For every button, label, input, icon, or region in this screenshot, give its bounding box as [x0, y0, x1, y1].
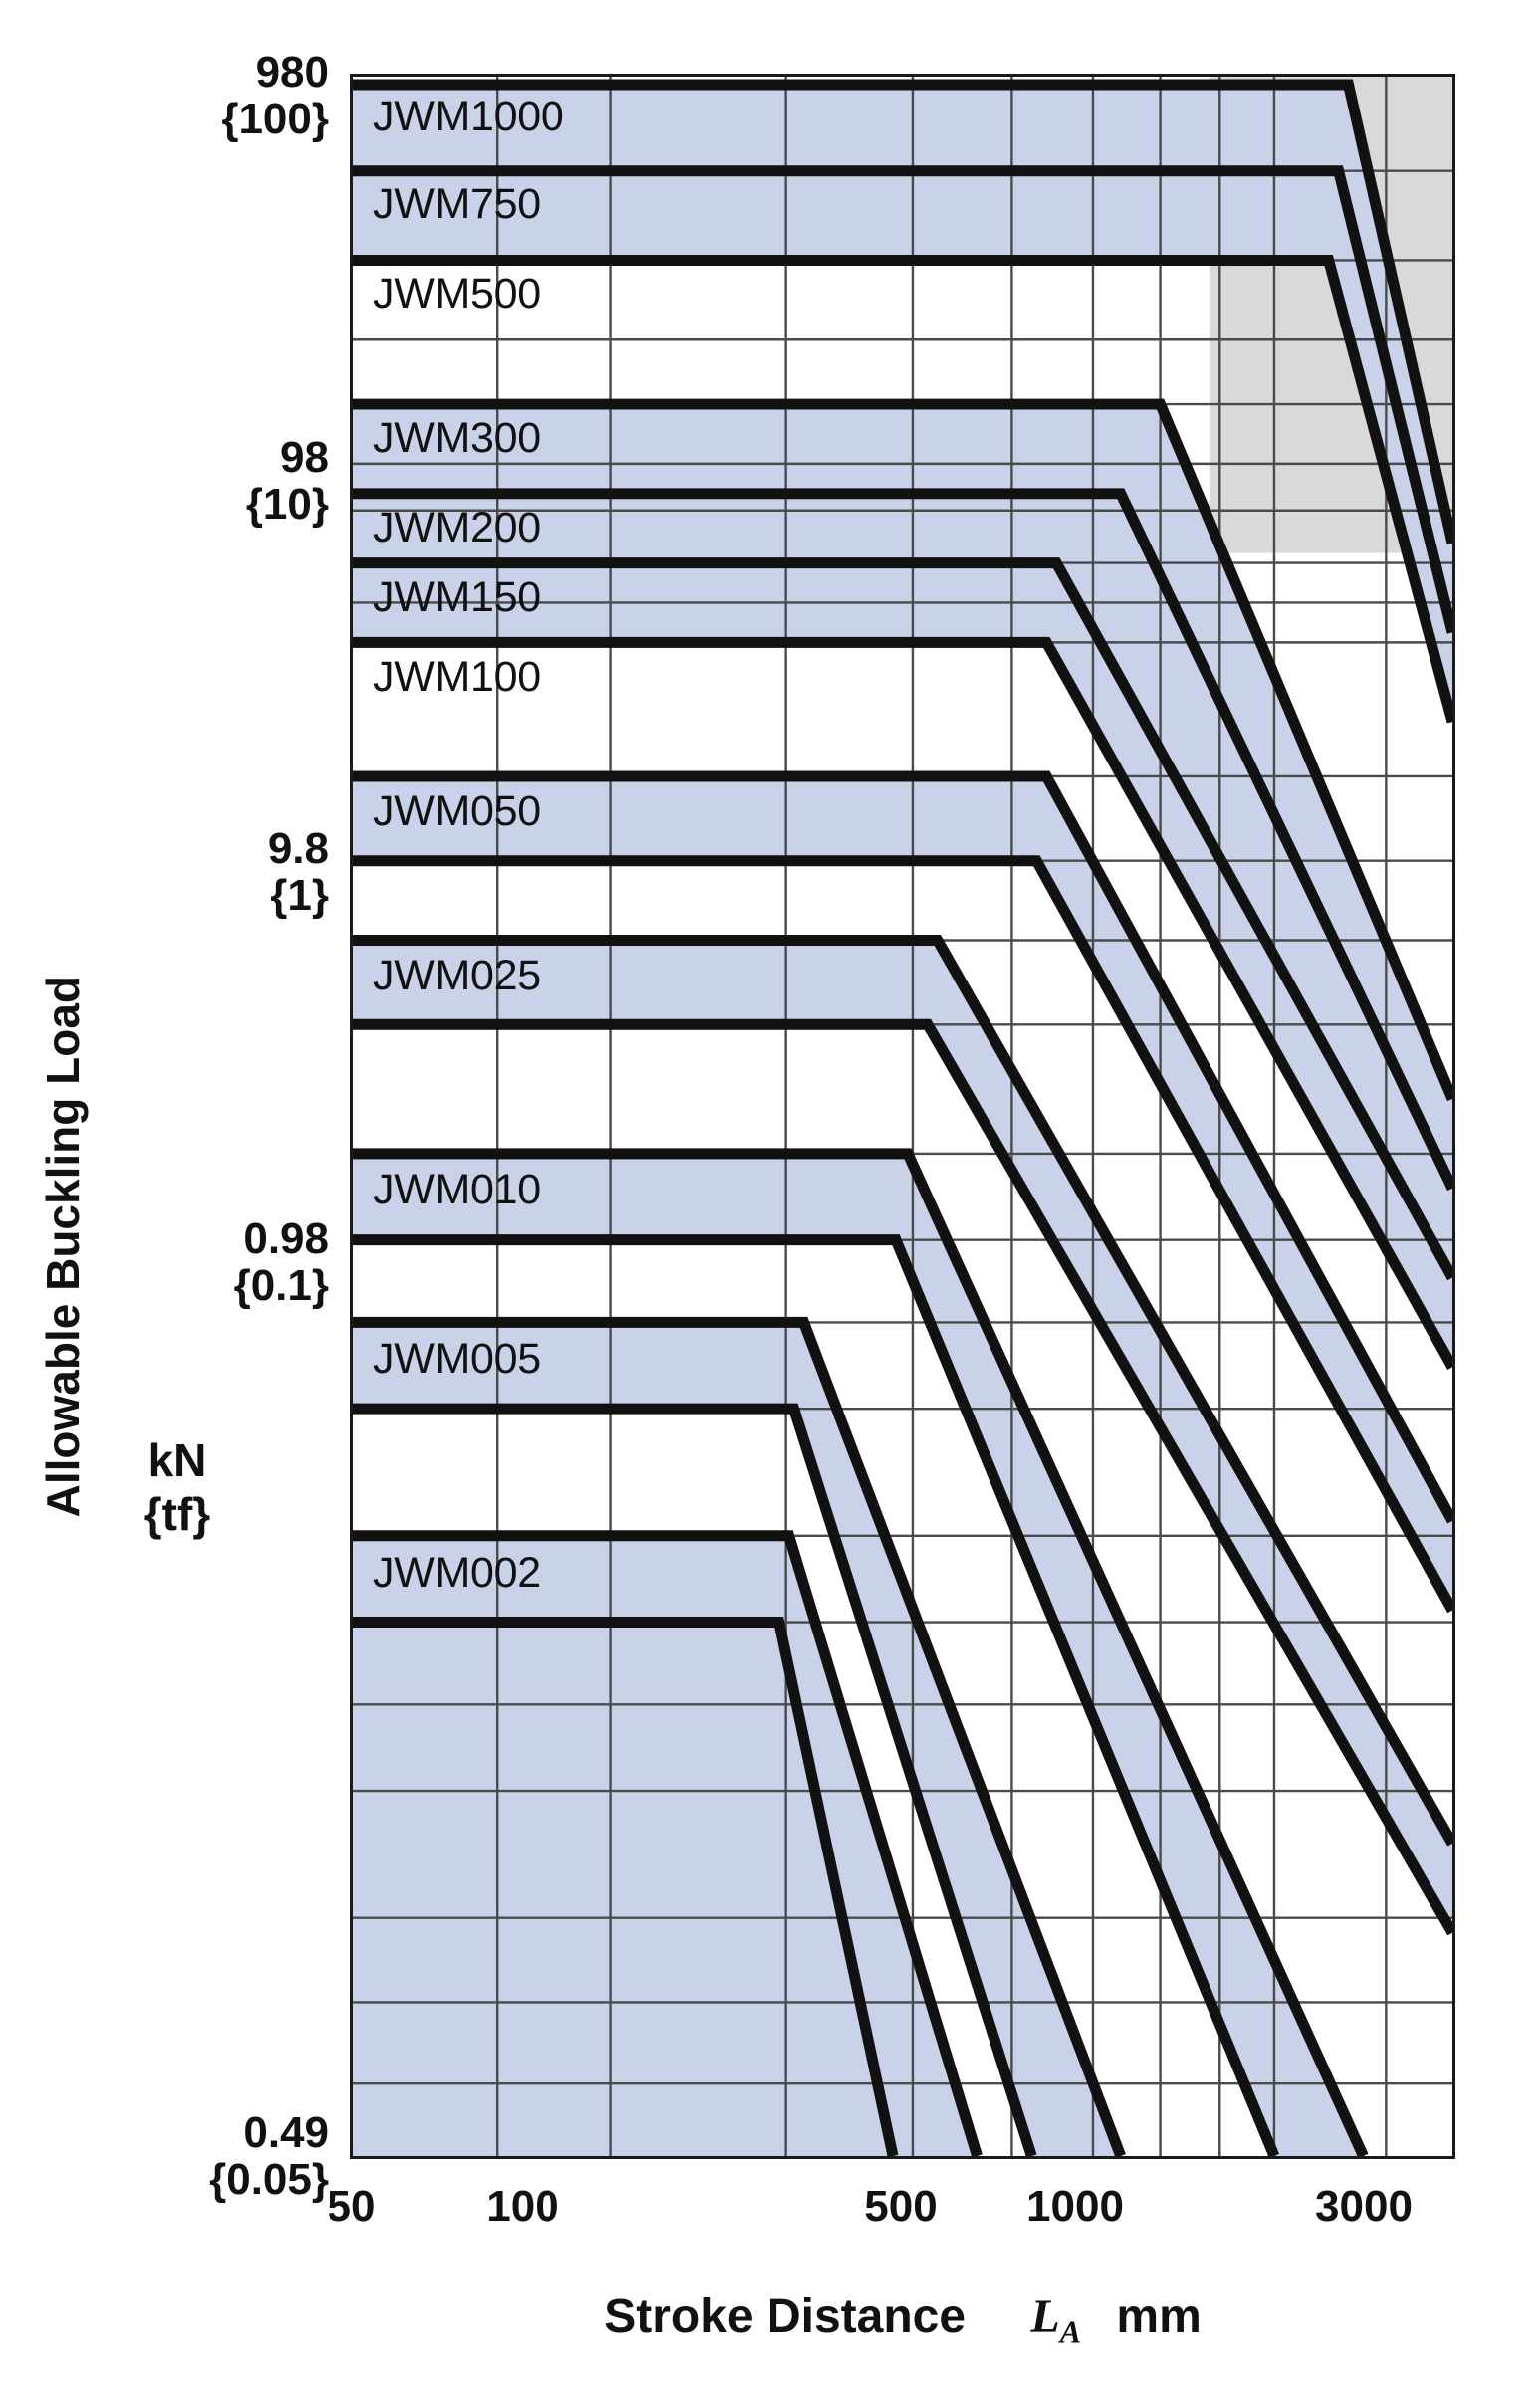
y-tick-0-49-alt: {0.05} — [209, 2154, 329, 2204]
y-tick-9-8 — [149, 826, 329, 919]
x-tick-50: 50 — [327, 2182, 376, 2231]
x-axis-symbol-sub: A — [1059, 2313, 1082, 2350]
x-axis-title — [350, 2289, 1455, 2351]
x-axis-unit: mm — [1116, 2290, 1202, 2343]
y-axis-unit-tf: {tf} — [143, 1488, 211, 1541]
series-label-JWM500: JWM500 — [373, 270, 541, 318]
y-tick-98-alt: {10} — [245, 479, 329, 529]
series-label-JWM005: JWM005 — [373, 1335, 541, 1383]
y-tick-9-8-main: 9.8 — [267, 824, 329, 873]
x-axis-symbol: L — [1030, 2290, 1060, 2343]
series-label-JWM010: JWM010 — [373, 1166, 541, 1213]
y-axis-unit-kn: kN — [147, 1434, 207, 1486]
series-label-JWM025: JWM025 — [373, 952, 541, 999]
y-tick-980-alt: {100} — [221, 94, 329, 143]
y-tick-0-49 — [119, 2110, 329, 2203]
series-label-JWM750: JWM750 — [373, 180, 541, 228]
series-label-JWM300: JWM300 — [373, 414, 541, 462]
series-label-JWM002: JWM002 — [373, 1549, 541, 1597]
x-axis-title-text: Stroke Distance — [604, 2290, 967, 2343]
y-tick-0-98-alt: {0.1} — [233, 1260, 329, 1310]
series-label-JWM1000: JWM1000 — [373, 93, 564, 140]
y-tick-98-main: 98 — [280, 433, 329, 482]
x-tick-1000: 1000 — [1026, 2182, 1124, 2231]
x-tick-3000: 3000 — [1315, 2182, 1413, 2231]
y-axis-unit — [78, 1433, 277, 1542]
x-tick-500: 500 — [864, 2182, 938, 2231]
y-tick-0-98-main: 0.98 — [243, 1214, 329, 1263]
plot-svg — [353, 77, 1452, 2156]
y-axis-title: Allowable Buckling Load — [37, 976, 89, 1518]
series-label-JWM050: JWM050 — [373, 787, 541, 835]
plot-area — [350, 74, 1455, 2159]
series-label-JWM150: JWM150 — [373, 573, 541, 621]
x-tick-100: 100 — [486, 2182, 559, 2231]
y-tick-9-8-alt: {1} — [270, 870, 329, 920]
series-label-JWM100: JWM100 — [373, 653, 541, 701]
y-tick-0-49-main: 0.49 — [243, 2108, 329, 2157]
series-label-JWM200: JWM200 — [373, 504, 541, 551]
y-tick-980 — [149, 50, 329, 142]
y-tick-980-main: 980 — [255, 48, 329, 97]
y-tick-0-98 — [149, 1216, 329, 1309]
y-tick-98 — [149, 435, 329, 528]
